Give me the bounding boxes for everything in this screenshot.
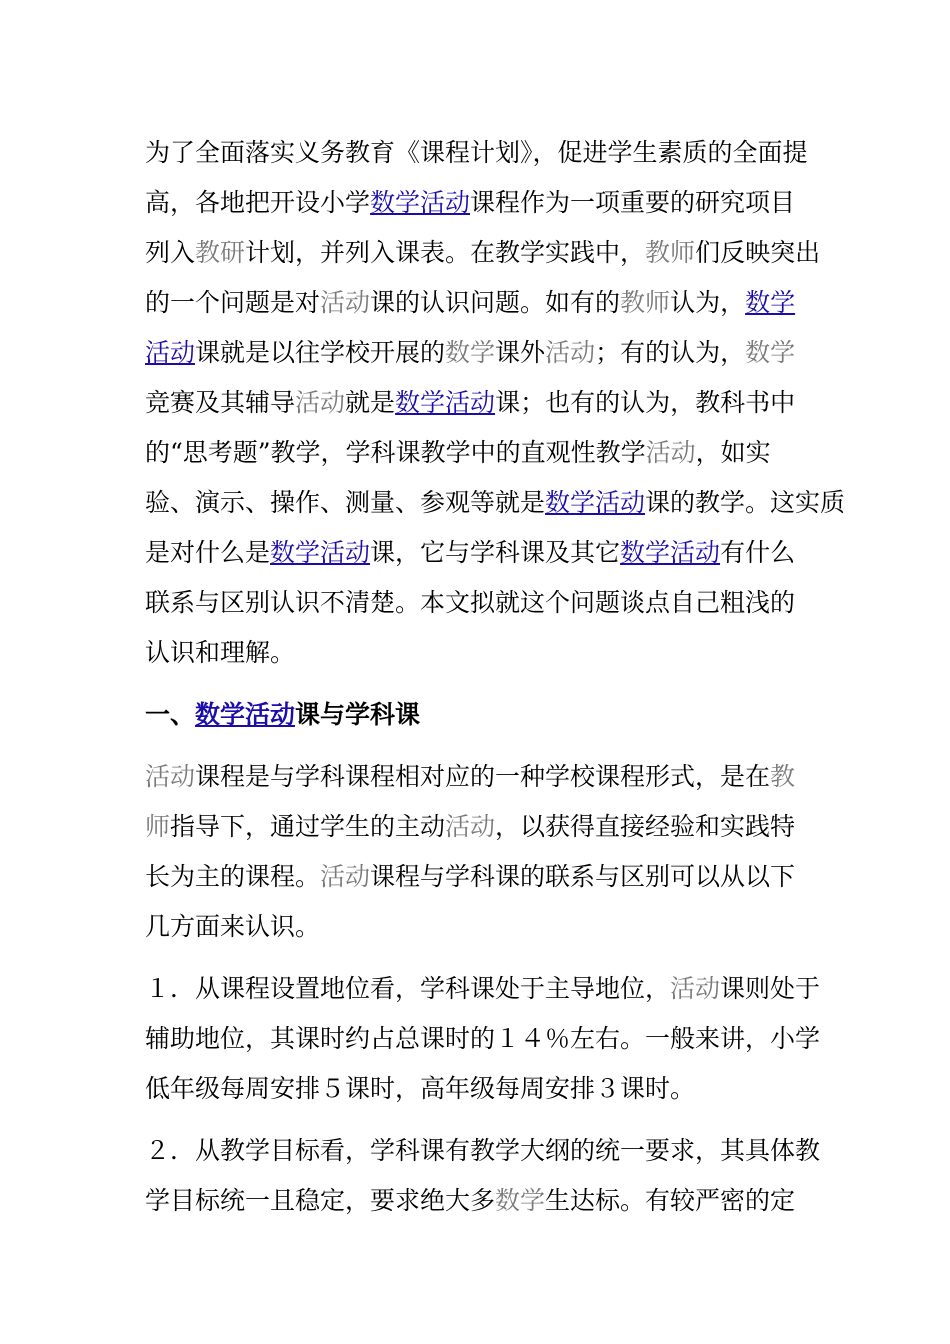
text-line bbox=[145, 1064, 810, 1114]
text-run: 的“思考题”教学，学科课教学中的直观性教学 bbox=[145, 438, 646, 467]
keyword-term: 师 bbox=[145, 812, 171, 841]
text-run: ２．从教学目标看，学科课有教学大纲的统一要求，其具体教 bbox=[145, 1136, 821, 1165]
text-line bbox=[145, 1176, 810, 1226]
text-line bbox=[145, 1014, 821, 1064]
text-run: 生达标。有较严密的定 bbox=[545, 1186, 796, 1215]
keyword-term: 活动 bbox=[145, 762, 196, 791]
text-line bbox=[145, 802, 810, 852]
keyword-link[interactable]: 数学活动 bbox=[620, 538, 721, 567]
keyword-term: 活动 bbox=[295, 388, 346, 417]
text-run: 课；也有的认为，教科书中 bbox=[495, 388, 796, 417]
text-run: 长为主的课程。 bbox=[145, 862, 321, 891]
text-line bbox=[145, 852, 810, 902]
paragraph bbox=[145, 128, 846, 678]
keyword-link[interactable]: 数学活动 bbox=[545, 488, 646, 517]
text-run: 联系与区别认识不清楚。本文拟就这个问题谈点自己粗浅的 bbox=[145, 588, 796, 617]
text-line bbox=[145, 752, 810, 802]
text-run: 认识和理解。 bbox=[145, 638, 296, 667]
text-run: 课就是以往学校开展的 bbox=[195, 338, 446, 367]
paragraph-gap bbox=[145, 952, 810, 964]
paragraph bbox=[145, 964, 821, 1114]
keyword-term: 活动 bbox=[645, 438, 696, 467]
text-run: ；有的认为， bbox=[595, 338, 746, 367]
paragraph-gap bbox=[145, 740, 810, 752]
text-run: 验、演示、操作、测量、参观等就是 bbox=[145, 488, 546, 517]
text-line bbox=[145, 1126, 821, 1176]
keyword-link[interactable]: 数学活动 bbox=[195, 700, 296, 729]
keyword-link[interactable]: 数学活动 bbox=[370, 188, 471, 217]
text-line bbox=[145, 178, 810, 228]
text-line bbox=[145, 378, 810, 428]
text-run: 有什么 bbox=[720, 538, 796, 567]
text-line bbox=[145, 278, 810, 328]
keyword-term: 教师 bbox=[645, 238, 696, 267]
text-run: 课则处于 bbox=[720, 974, 821, 1003]
keyword-term: 活动 bbox=[545, 338, 596, 367]
text-run: 的一个问题是对 bbox=[145, 288, 321, 317]
text-line bbox=[145, 964, 821, 1014]
text-run: 课程与学科课的联系与区别可以从以下 bbox=[370, 862, 796, 891]
text-line bbox=[145, 478, 846, 528]
text-line bbox=[145, 902, 810, 952]
text-run: 为了全面落实义务教育《课程计划》，促进学生素质的全面提 bbox=[145, 138, 808, 167]
text-run: 一、 bbox=[145, 700, 196, 729]
text-run: 课外 bbox=[495, 338, 546, 367]
text-line bbox=[145, 228, 821, 278]
text-run: 课与学科课 bbox=[295, 700, 421, 729]
document-body bbox=[145, 128, 846, 1226]
paragraph bbox=[145, 752, 810, 952]
text-run: 辅助地位，其课时约占总课时的１４％左右。一般来讲，小学 bbox=[145, 1024, 821, 1053]
text-run: 高，各地把开设小学 bbox=[145, 188, 371, 217]
text-run: 课程作为一项重要的研究项目 bbox=[470, 188, 796, 217]
text-run: 列入 bbox=[145, 238, 196, 267]
paragraph-gap bbox=[145, 678, 810, 690]
text-run: １．从课程设置地位看，学科课处于主导地位， bbox=[145, 974, 671, 1003]
keyword-term: 教研 bbox=[195, 238, 246, 267]
text-line bbox=[145, 528, 810, 578]
keyword-term: 活动 bbox=[670, 974, 721, 1003]
keyword-term: 活动 bbox=[320, 288, 371, 317]
keyword-term: 教师 bbox=[620, 288, 671, 317]
text-run: 是对什么是 bbox=[145, 538, 271, 567]
text-run: 几方面来认识。 bbox=[145, 912, 321, 941]
keyword-link[interactable]: 活动 bbox=[145, 338, 196, 367]
text-run: 低年级每周安排５课时，高年级每周安排３课时。 bbox=[145, 1074, 696, 1103]
keyword-term: 数学 bbox=[445, 338, 496, 367]
text-line bbox=[145, 428, 810, 478]
text-run: ，以获得直接经验和实践特 bbox=[495, 812, 796, 841]
text-run: 计划，并列入课表。在教学实践中， bbox=[245, 238, 646, 267]
keyword-term: 活动 bbox=[320, 862, 371, 891]
text-run: 竞赛及其辅导 bbox=[145, 388, 296, 417]
text-run: 指导下，通过学生的主动 bbox=[170, 812, 446, 841]
text-line bbox=[145, 628, 810, 678]
text-line bbox=[145, 328, 810, 378]
text-run: 学目标统一且稳定，要求绝大多 bbox=[145, 1186, 496, 1215]
keyword-link[interactable]: 数学 bbox=[745, 288, 796, 317]
text-run: ，如实 bbox=[695, 438, 771, 467]
text-run: 课，它与学科课及其它 bbox=[370, 538, 621, 567]
keyword-term: 数学 bbox=[495, 1186, 546, 1215]
text-run: 认为， bbox=[670, 288, 746, 317]
paragraph bbox=[145, 1126, 821, 1226]
keyword-term: 教 bbox=[770, 762, 796, 791]
keyword-term: 数学 bbox=[745, 338, 796, 367]
keyword-term: 活动 bbox=[445, 812, 496, 841]
text-run: 课程是与学科课程相对应的一种学校课程形式，是在 bbox=[195, 762, 771, 791]
text-line bbox=[145, 128, 810, 178]
text-run: 就是 bbox=[345, 388, 396, 417]
keyword-link[interactable]: 数学活动 bbox=[395, 388, 496, 417]
text-run: 课的认识问题。如有的 bbox=[370, 288, 621, 317]
text-run: 们反映突出 bbox=[695, 238, 821, 267]
text-line bbox=[145, 578, 810, 628]
paragraph-gap bbox=[145, 1114, 810, 1126]
text-run: 课的教学。这实质 bbox=[645, 488, 846, 517]
keyword-link[interactable]: 数学活动 bbox=[270, 538, 371, 567]
section-heading bbox=[145, 690, 810, 740]
text-line bbox=[145, 690, 810, 740]
